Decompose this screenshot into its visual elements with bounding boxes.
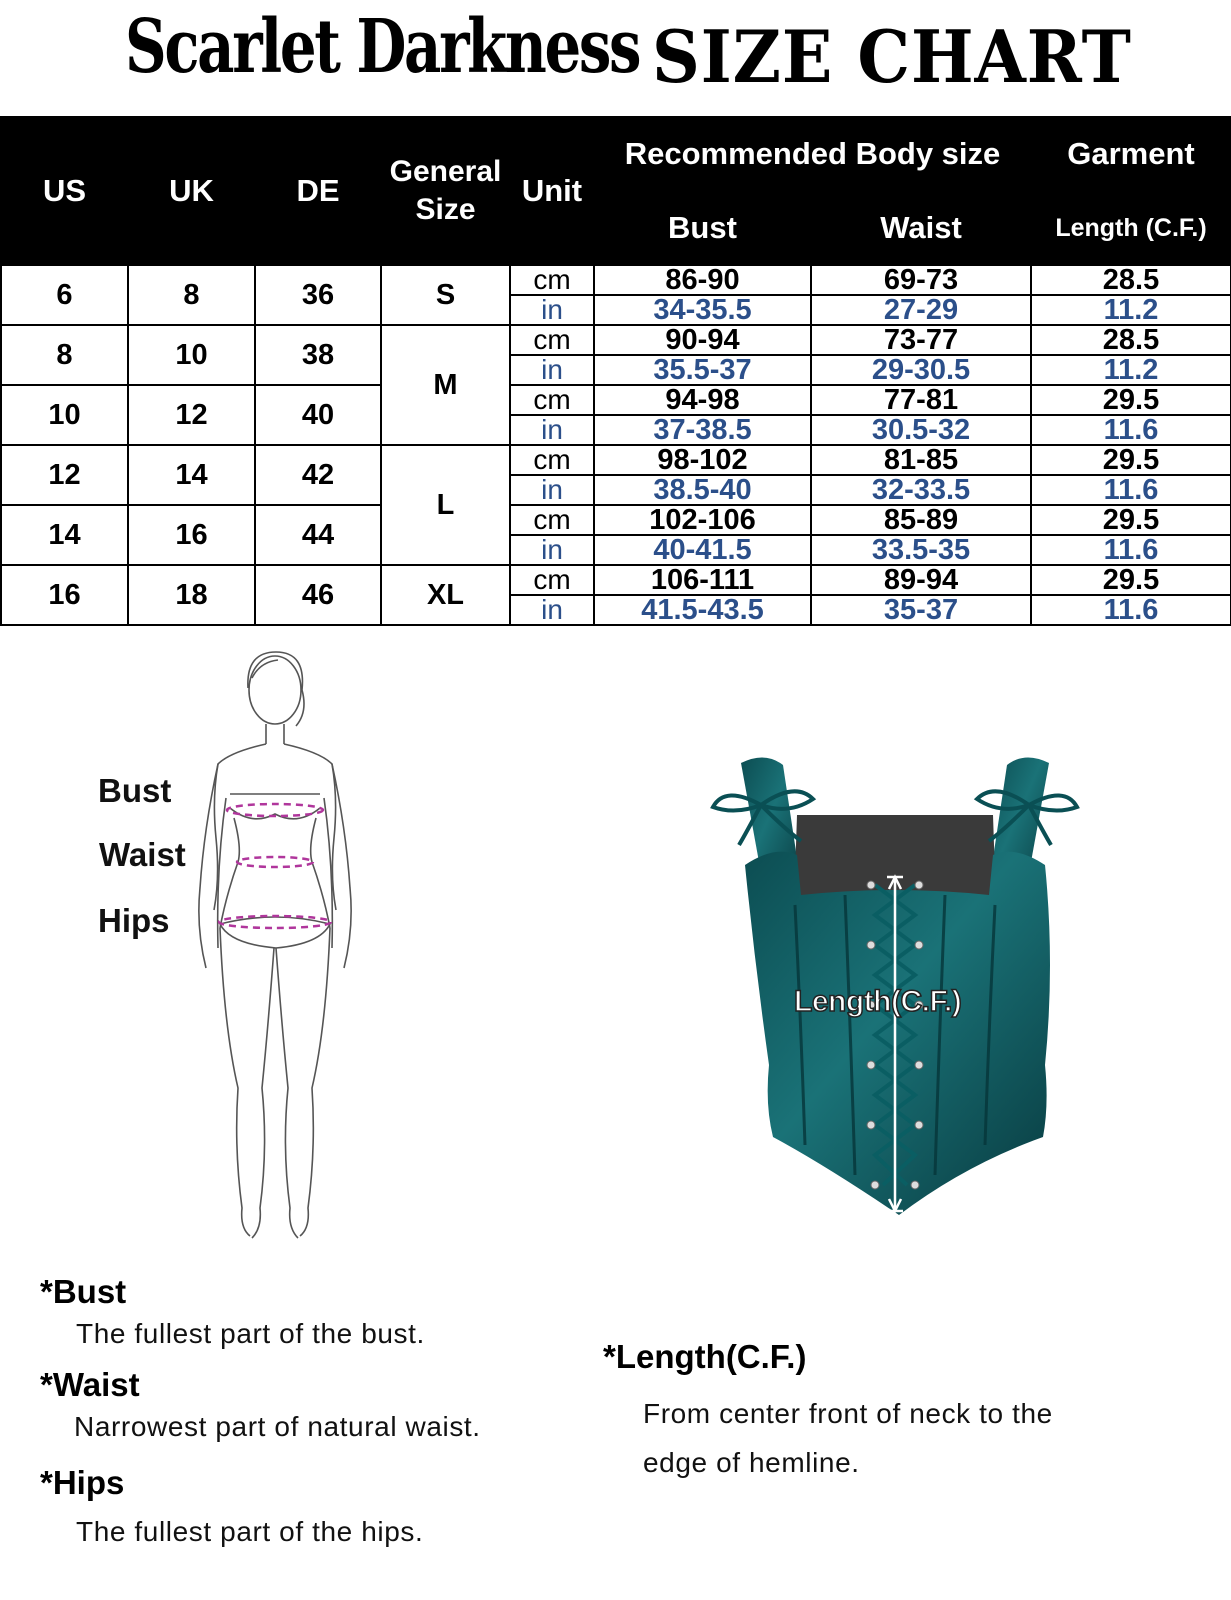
body-figure-illustration (190, 648, 360, 1248)
length-cell: 29.5 (1031, 565, 1231, 595)
de-size: 36 (255, 265, 381, 325)
us-size: 14 (1, 505, 128, 565)
us-size: 10 (1, 385, 128, 445)
corset-length-label: Length(C.F.) (794, 985, 962, 1018)
waist-cell: 27-29 (811, 295, 1031, 325)
unit-cell: cm (510, 325, 594, 355)
table-row (1, 445, 1231, 475)
de-size: 38 (255, 325, 381, 385)
uk-size: 16 (128, 505, 255, 565)
bust-cell: 98-102 (594, 445, 811, 475)
definition-hips-title: *Hips (40, 1464, 125, 1501)
figure-label-bust: Bust (98, 772, 172, 809)
bust-cell: 90-94 (594, 325, 811, 355)
us-size: 16 (1, 565, 128, 625)
header-length: Length (C.F.) (1031, 191, 1231, 265)
length-cell: 28.5 (1031, 265, 1231, 295)
bust-cell: 38.5-40 (594, 475, 811, 505)
general-size: S (381, 265, 510, 325)
unit-cell: cm (510, 445, 594, 475)
waist-cell: 30.5-32 (811, 415, 1031, 445)
definition-length-title: *Length(C.F.) (603, 1338, 807, 1375)
table-row (1, 565, 1231, 595)
waist-cell: 35-37 (811, 595, 1031, 625)
bust-cell: 86-90 (594, 265, 811, 295)
length-cell: 28.5 (1031, 325, 1231, 355)
figure-label-hips: Hips (98, 902, 170, 939)
uk-size: 10 (128, 325, 255, 385)
bust-cell: 94-98 (594, 385, 811, 415)
waist-cell: 29-30.5 (811, 355, 1031, 385)
bust-cell: 40-41.5 (594, 535, 811, 565)
length-cell: 11.2 (1031, 355, 1231, 385)
unit-cell: cm (510, 505, 594, 535)
header-de: DE (255, 117, 381, 265)
table-row (1, 385, 1231, 415)
header-general-size: General Size (381, 117, 510, 265)
unit-cell: in (510, 295, 594, 325)
unit-cell: in (510, 595, 594, 625)
waist-cell: 77-81 (811, 385, 1031, 415)
waist-cell: 73-77 (811, 325, 1031, 355)
header-uk: UK (128, 117, 255, 265)
length-cell: 29.5 (1031, 445, 1231, 475)
table-row (1, 325, 1231, 355)
unit-cell: in (510, 475, 594, 505)
de-size: 42 (255, 445, 381, 505)
definition-waist-title: *Waist (40, 1366, 140, 1403)
unit-cell: in (510, 415, 594, 445)
length-cell: 11.6 (1031, 535, 1231, 565)
header-waist: Waist (811, 191, 1031, 265)
general-size: M (381, 325, 510, 445)
table-row (1, 505, 1231, 535)
size-table (0, 116, 1231, 626)
header-recommended: Recommended Body size (594, 117, 1031, 191)
waist-cell: 85-89 (811, 505, 1031, 535)
bust-cell: 106-111 (594, 565, 811, 595)
waist-cell: 32-33.5 (811, 475, 1031, 505)
bust-cell: 37-38.5 (594, 415, 811, 445)
us-size: 6 (1, 265, 128, 325)
length-cell: 29.5 (1031, 385, 1231, 415)
definition-length-text-line2: edge of hemline. (643, 1447, 860, 1478)
header-us: US (1, 117, 128, 265)
length-cell: 11.6 (1031, 475, 1231, 505)
definition-waist-text: Narrowest part of natural waist. (74, 1411, 481, 1442)
table-row (1, 265, 1231, 295)
figure-label-waist: Waist (99, 836, 186, 873)
bust-cell: 41.5-43.5 (594, 595, 811, 625)
length-cell: 11.6 (1031, 415, 1231, 445)
header-garment: Garment (1031, 117, 1231, 191)
length-cell: 11.2 (1031, 295, 1231, 325)
definition-hips-text: The fullest part of the hips. (76, 1516, 424, 1547)
chart-title: SIZE CHART (652, 14, 1132, 99)
us-size: 12 (1, 445, 128, 505)
unit-cell: cm (510, 385, 594, 415)
definition-bust-text: The fullest part of the bust. (76, 1318, 425, 1349)
uk-size: 8 (128, 265, 255, 325)
unit-cell: cm (510, 265, 594, 295)
us-size: 8 (1, 325, 128, 385)
de-size: 44 (255, 505, 381, 565)
general-size: L (381, 445, 510, 565)
bust-cell: 35.5-37 (594, 355, 811, 385)
chart-header (0, 0, 1231, 116)
de-size: 46 (255, 565, 381, 625)
definition-bust-title: *Bust (40, 1273, 127, 1310)
bust-cell: 102-106 (594, 505, 811, 535)
header-unit: Unit (510, 117, 594, 265)
unit-cell: in (510, 355, 594, 385)
bust-cell: 34-35.5 (594, 295, 811, 325)
waist-cell: 69-73 (811, 265, 1031, 295)
uk-size: 14 (128, 445, 255, 505)
length-cell: 29.5 (1031, 505, 1231, 535)
de-size: 40 (255, 385, 381, 445)
uk-size: 18 (128, 565, 255, 625)
uk-size: 12 (128, 385, 255, 445)
definition-length-text-line1: From center front of neck to the (643, 1398, 1053, 1429)
brand-logo: Scarlet Darkness (125, 4, 640, 90)
unit-cell: cm (510, 565, 594, 595)
waist-cell: 89-94 (811, 565, 1031, 595)
general-size: XL (381, 565, 510, 625)
length-cell: 11.6 (1031, 595, 1231, 625)
waist-cell: 81-85 (811, 445, 1031, 475)
header-bust: Bust (594, 191, 811, 265)
waist-cell: 33.5-35 (811, 535, 1031, 565)
unit-cell: in (510, 535, 594, 565)
